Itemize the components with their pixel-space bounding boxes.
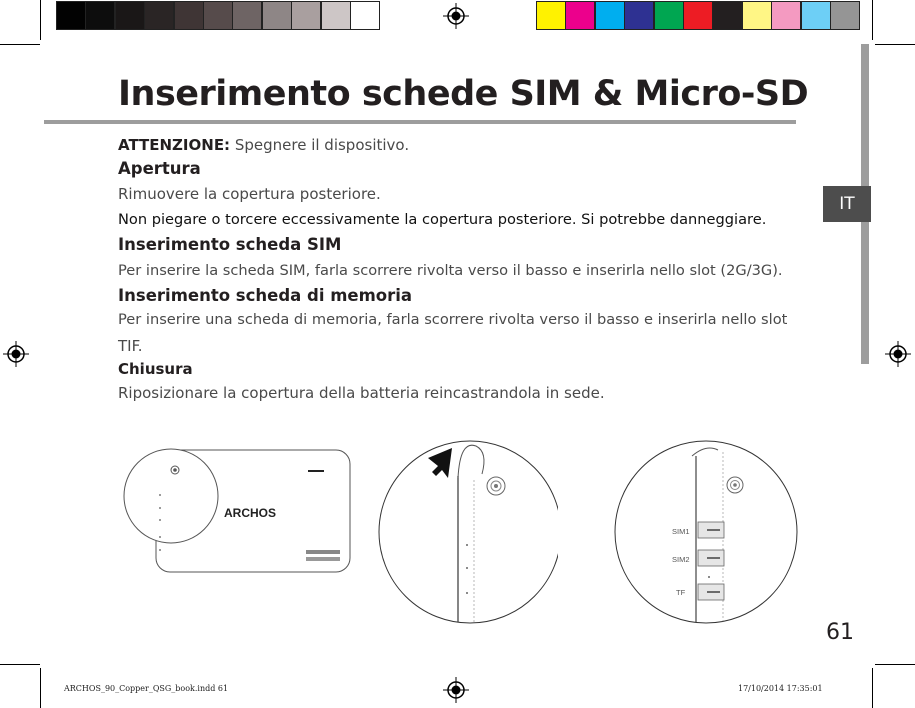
tablet-back-illustration	[118, 440, 358, 580]
closing-text-1: Riposizionare la copertura della batteria reincastrandola in sede.	[118, 384, 605, 402]
registration-mark-icon	[443, 3, 469, 29]
color-swatch	[742, 1, 772, 30]
slot-label-tf: TF	[676, 588, 686, 597]
crop-mark	[40, 0, 41, 40]
registration-mark-icon	[885, 341, 911, 367]
card-slots-illustration	[614, 438, 799, 628]
color-swatch	[830, 1, 860, 30]
memory-text-1: Per inserire una scheda di memoria, farla scorrere rivolta verso il basso e inserirla nello slot	[118, 311, 788, 328]
footer-date: 17/10/2014 17:35:01	[738, 684, 823, 693]
attention-text: Spegnere il dispositivo.	[230, 136, 410, 154]
attention-label: ATTENZIONE:	[118, 136, 231, 154]
cover-opening-illustration	[378, 438, 558, 628]
registration-mark-icon	[443, 677, 469, 703]
color-swatch	[565, 1, 595, 30]
color-swatch	[115, 1, 145, 30]
brand-logo: ARCHOS	[223, 506, 277, 520]
crop-mark	[872, 668, 873, 708]
opening-text-2: Non piegare o torcere eccessivamente la copertura posteriore. Si potrebbe danneggiare.	[118, 211, 767, 228]
color-swatch	[144, 1, 174, 30]
crop-mark	[875, 44, 915, 45]
color-swatch	[203, 1, 233, 30]
color-swatch	[654, 1, 684, 30]
color-swatch	[801, 1, 831, 30]
opening-text-1: Rimuovere la copertura posteriore.	[118, 185, 381, 203]
page-title: Inserimento schede SIM & Micro-SD	[118, 74, 809, 114]
color-swatch	[712, 1, 742, 30]
color-swatch	[771, 1, 801, 30]
section-heading-opening: Apertura	[118, 159, 201, 178]
color-swatch	[232, 1, 262, 30]
registration-mark-icon	[3, 341, 29, 367]
color-swatch	[174, 1, 204, 30]
color-swatch	[262, 1, 292, 30]
color-swatch	[683, 1, 713, 30]
footer-file-info: ARCHOS_90_Copper_QSG_book.indd 61	[64, 684, 229, 693]
crop-mark	[0, 44, 40, 45]
crop-mark	[0, 664, 40, 665]
section-heading-sim: Inserimento scheda SIM	[118, 235, 342, 254]
crop-mark	[40, 668, 41, 708]
title-rule	[44, 120, 796, 124]
color-swatch	[85, 1, 115, 30]
crop-mark	[875, 664, 915, 665]
color-swatch	[624, 1, 654, 30]
attention-line	[118, 136, 409, 154]
color-swatch	[350, 1, 380, 30]
crop-mark	[872, 0, 873, 40]
memory-text-2: TIF.	[118, 337, 143, 355]
color-swatch	[321, 1, 351, 30]
color-swatch	[595, 1, 625, 30]
slot-label-sim2: SIM2	[672, 555, 690, 564]
slot-label-sim1: SIM1	[672, 527, 690, 536]
sim-text-1: Per inserire la scheda SIM, farla scorrere rivolta verso il basso e inserirla nello slot (2G/3G).	[118, 262, 783, 279]
language-tab: IT	[823, 186, 871, 222]
color-swatch	[56, 1, 86, 30]
page-number: 61	[826, 620, 854, 645]
color-swatch	[291, 1, 321, 30]
section-heading-closing: Chiusura	[118, 360, 193, 378]
section-heading-memory: Inserimento scheda di memoria	[118, 286, 413, 305]
color-swatch	[536, 1, 566, 30]
